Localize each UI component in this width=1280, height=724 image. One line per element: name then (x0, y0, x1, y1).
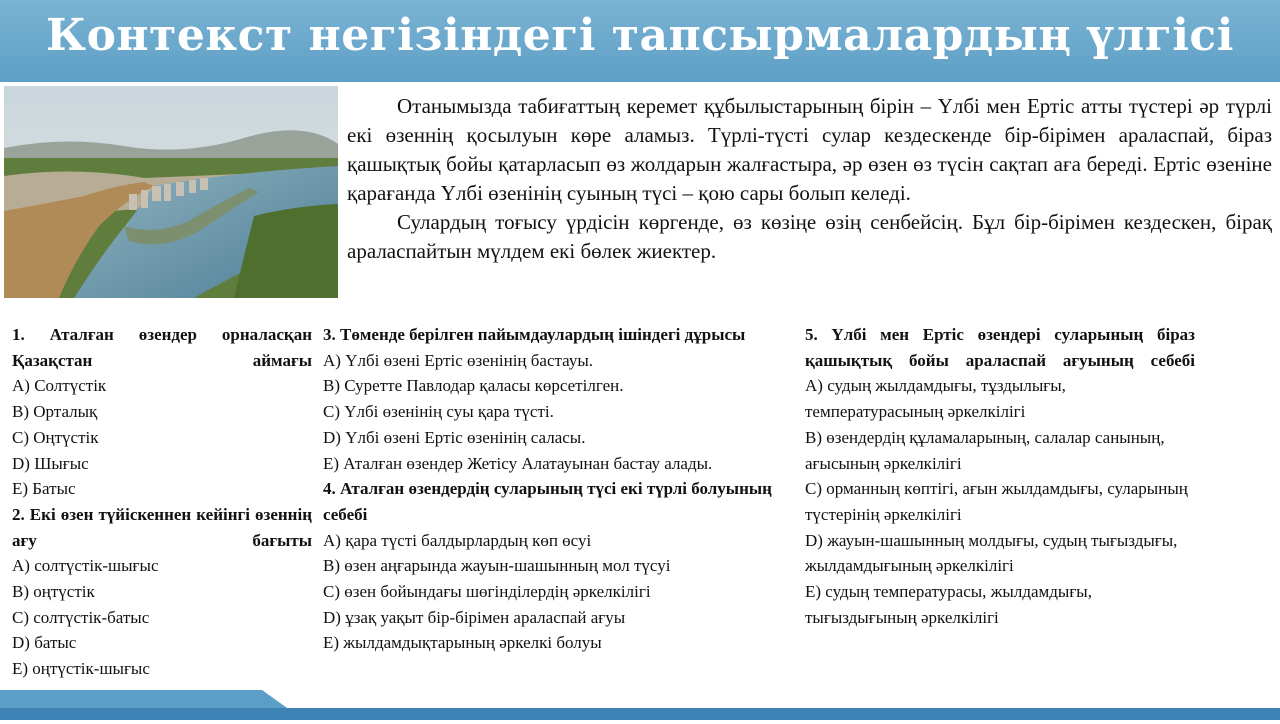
q3-option-d: D) Үлбі өзені Ертіс өзенінің саласы. (323, 427, 586, 447)
q3-option-e: E) Аталған өзендер Жетісу Алатауынан бастау алады. (323, 453, 713, 473)
q5-option-c: C) орманның көптігі, ағын жылдамдығы, суларының түстерінің әркелкілігі (805, 479, 1188, 524)
q5-option-d: D) жауын-шашынның молдығы, судың тығыздығы, жылдамдығының әркелкілігі (805, 530, 1178, 576)
q3-option-a: A) Үлбі өзені Ертіс өзенінің бастауы. (323, 350, 593, 370)
context-text (347, 92, 1272, 266)
q2-option-a: A) солтүстік-шығыс (12, 556, 159, 576)
q1-option-a: A) Солтүстік (12, 376, 107, 396)
q1-option-c: C) Оңтүстік (12, 427, 99, 447)
question-1: 1. Аталған өзендер орналасқан Қазақстан аймағы (12, 325, 312, 370)
question-4: 4. Аталған өзендердің суларының түсі екі түрлі болуының себебі (323, 479, 772, 524)
questions-column-3 (805, 322, 1195, 630)
q2-option-d: D) батыс (12, 633, 77, 653)
river-confluence-photo (4, 86, 338, 298)
questions-column-2 (323, 322, 783, 656)
intro-paragraph-2: Сулардың тоғысу үрдісін көргенде, өз көзіңе өзің сенбейсің. Бұл бір-бірімен кездескен, бірақ араласпайтын мүлдем екі бөлек жиектер. (347, 210, 1272, 263)
questions-column-1 (12, 322, 312, 682)
q5-option-a: A) судың жылдамдығы, тұздылығы, температурасының әркелкілігі (805, 376, 1066, 422)
q1-option-e: E) Батыс (12, 479, 76, 499)
question-2: 2. Екі өзен түйіскеннен кейінгі өзеннің ағу бағыты (12, 504, 312, 550)
q1-option-d: D) Шығыс (12, 453, 89, 473)
question-3: 3. Төменде берілген пайымдаулардың ішіндегі дұрысы (323, 325, 746, 344)
bottom-decor-band (0, 690, 1280, 720)
q2-option-e: E) оңтүстік-шығыс (12, 659, 150, 679)
q3-option-c: C) Үлбі өзенінің суы қара түсті. (323, 402, 554, 422)
intro-paragraph-1: Отанымызда табиғаттың керемет құбылыстарының бірін – Үлбі мен Ертіс атты түстері әр түрлі екі өзеннің қосылуын көре аламыз. Түрлі-түсті сулар кездескенде бір-бірімен араласпай, біраз қашықтық бойы қатарласып өз жолдарын жалғастыра, әр өзен өз түсін сақтап аға береді. Ертіс өзеніне қарағанда Үлбі өзенінің суының түсі – қою сары болып келеді. (347, 94, 1272, 205)
slide-title: Контекст негізіндегі тапсырмалардың үлгісі (46, 10, 1234, 61)
q2-option-b: B) оңтүстік (12, 582, 95, 602)
q2-option-c: C) солтүстік-батыс (12, 607, 150, 627)
q4-option-b: B) өзен аңғарында жауын-шашынның мол түсуі (323, 556, 671, 576)
q1-option-b: B) Орталық (12, 402, 98, 422)
q4-option-d: D) ұзақ уақыт бір-бірімен араласпай ағуы (323, 607, 626, 627)
q4-option-c: C) өзен бойындағы шөгінділердің әркелкілігі (323, 582, 651, 602)
q5-option-e: E) судың температурасы, жылдамдығы, тығыздығының әркелкілігі (805, 582, 1092, 627)
q4-option-a: A) қара түсті балдырлардың көп өсуі (323, 530, 592, 550)
q3-option-b: B) Суретте Павлодар қаласы көрсетілген. (323, 376, 624, 396)
q5-option-b: B) өзендердің құламаларының, салалар санының, ағысының әркелкілігі (805, 427, 1165, 473)
q4-option-e: E) жылдамдықтарының әркелкі болуы (323, 633, 602, 653)
question-5: 5. Үлбі мен Ертіс өзендері суларының біраз қашықтық бойы араласпай ағуының себебі (805, 325, 1195, 370)
